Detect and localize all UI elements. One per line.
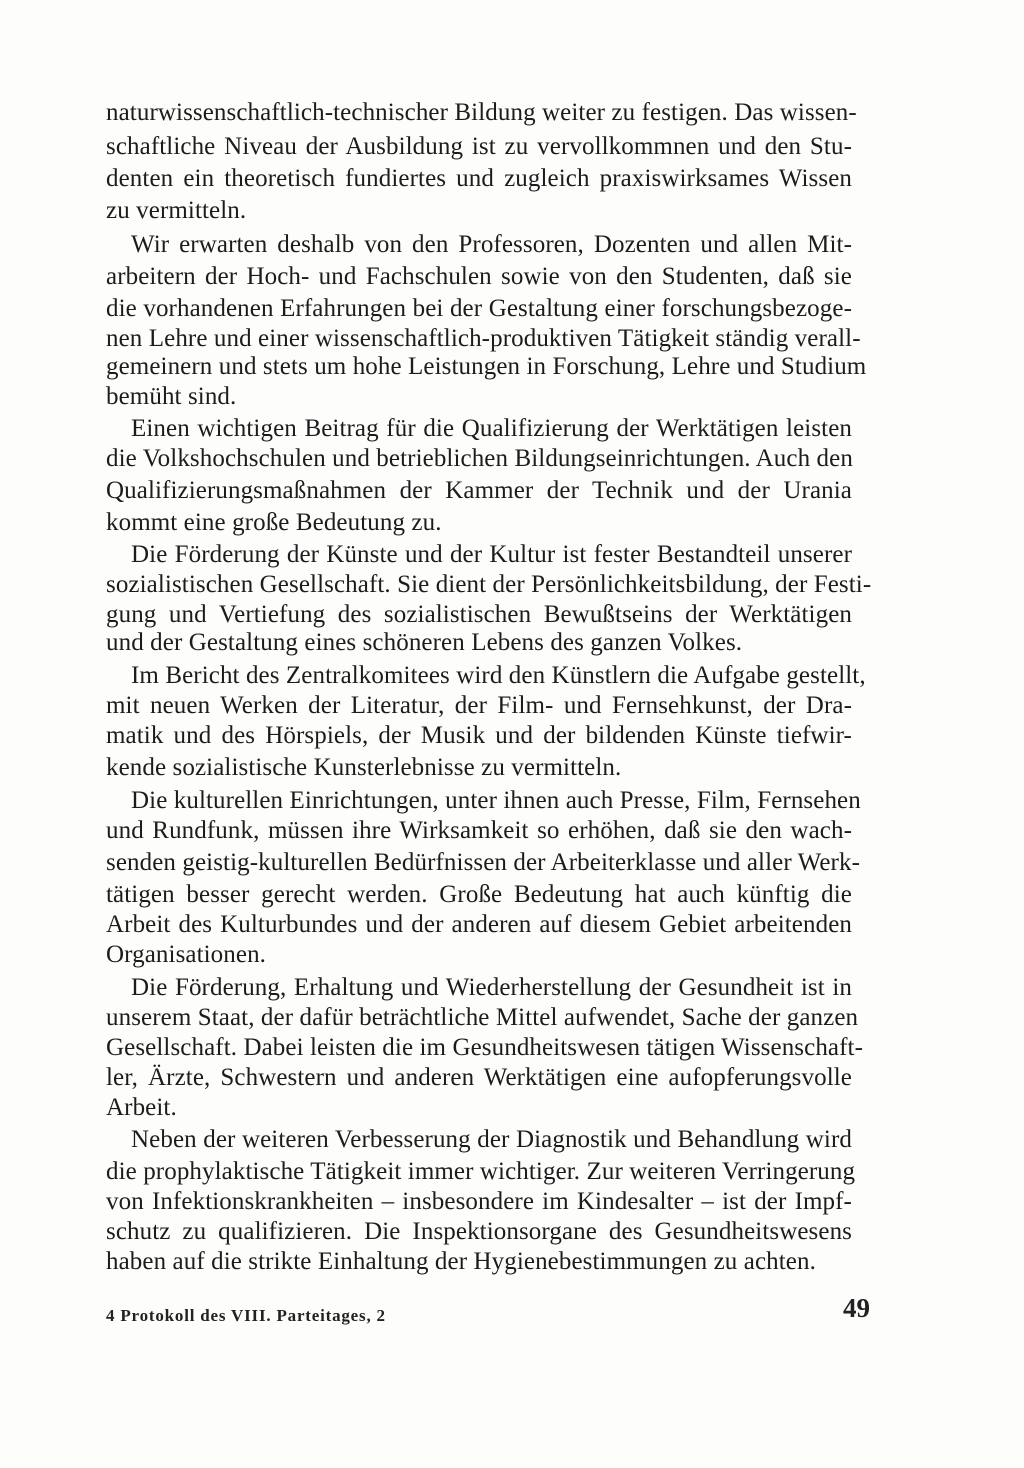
text-line: Gesellschaft. Dabei leisten die im Gesundheitswesen tätigen Wissenschaft-: [106, 1034, 864, 1061]
footer-signature: 4 Protokoll des VIII. Parteitages, 2: [106, 1306, 386, 1325]
text-line: Organisationen.: [106, 941, 267, 968]
text-line: Arbeit.: [106, 1094, 177, 1121]
text-line: Arbeit des Kulturbundes und der anderen auf diesem Gebiet arbeitenden: [106, 911, 852, 938]
text-line: ler, Ärzte, Schwestern und anderen Werktätigen eine aufopferungsvolle: [106, 1064, 852, 1091]
text-line: die Volkshochschulen und betrieblichen Bildungseinrichtungen. Auch den: [106, 445, 853, 472]
text-line: Neben der weiteren Verbesserung der Diagnostik und Behandlung wird: [131, 1126, 852, 1153]
text-line: sozialistischen Gesellschaft. Sie dient der Persönlichkeitsbildung, der Festi-: [106, 571, 872, 598]
text-line: Einen wichtigen Beitrag für die Qualifizierung der Werktätigen leisten: [131, 415, 852, 442]
text-line: unserem Staat, der dafür beträchtliche Mittel aufwendet, Sache der ganzen: [106, 1004, 859, 1031]
text-line: schaftliche Niveau der Ausbildung ist zu vervollkommnen und den Stu-: [106, 133, 852, 160]
text-line: die vorhandenen Erfahrungen bei der Gestaltung einer forschungsbezoge-: [106, 295, 852, 322]
text-line: Im Bericht des Zentralkomitees wird den Künstlern die Aufgabe gestellt,: [131, 662, 866, 689]
text-line: zu vermitteln.: [106, 197, 247, 224]
text-line: denten ein theoretisch fundiertes und zugleich praxiswirksames Wissen: [106, 165, 852, 192]
text-line: matik und des Hörspiels, der Musik und der bildenden Künste tiefwir-: [106, 722, 852, 749]
text-line: schutz zu qualifizieren. Die Inspektionsorgane des Gesundheitswesens: [106, 1218, 852, 1245]
text-line: und Rundfunk, müssen ihre Wirksamkeit so erhöhen, daß sie den wach-: [106, 817, 852, 844]
text-line: haben auf die strikte Einhaltung der Hygienebestimmungen zu achten.: [106, 1248, 816, 1275]
text-line: Die Förderung der Künste und der Kultur ist fester Bestandteil unserer: [131, 541, 852, 568]
text-line: kommt eine große Bedeutung zu.: [106, 509, 442, 536]
text-line: Die kulturellen Einrichtungen, unter ihnen auch Presse, Film, Fernsehen: [131, 787, 861, 814]
text-line: mit neuen Werken der Literatur, der Film- und Fernsehkunst, der Dra-: [106, 692, 852, 719]
text-line: tätigen besser gerecht werden. Große Bedeutung hat auch künftig die: [106, 881, 852, 908]
text-line: Qualifizierungsmaßnahmen der Kammer der Technik und der Urania: [106, 477, 852, 504]
text-line: Die Förderung, Erhaltung und Wiederherstellung der Gesundheit ist in: [131, 974, 852, 1001]
text-line: die prophylaktische Tätigkeit immer wichtiger. Zur weiteren Verringerung: [106, 1158, 856, 1185]
text-line: von Infektionskrankheiten – insbesondere im Kindesalter – ist der Impf-: [106, 1188, 852, 1215]
text-line: und der Gestaltung eines schöneren Lebens des ganzen Volkes.: [106, 629, 743, 656]
text-line: arbeitern der Hoch- und Fachschulen sowie von den Studenten, daß sie: [106, 263, 852, 290]
text-line: Wir erwarten deshalb von den Professoren, Dozenten und allen Mit-: [131, 231, 852, 258]
text-line: nen Lehre und einer wissenschaftlich-produktiven Tätigkeit ständig verall-: [106, 325, 861, 352]
page-number: 49: [843, 1293, 870, 1323]
text-line: senden geistig-kulturellen Bedürfnissen der Arbeiterklasse und aller Werk-: [106, 849, 861, 876]
text-line: naturwissenschaftlich-technischer Bildung weiter zu festigen. Das wissen-: [106, 99, 857, 126]
text-line: kende sozialistische Kunsterlebnisse zu vermitteln.: [106, 754, 622, 781]
text-line: gemeinern und stets um hohe Leistungen in Forschung, Lehre und Studium: [106, 353, 867, 380]
text-line: gung und Vertiefung des sozialistischen Bewußtseins der Werktätigen: [106, 601, 852, 628]
text-line: bemüht sind.: [106, 383, 237, 410]
